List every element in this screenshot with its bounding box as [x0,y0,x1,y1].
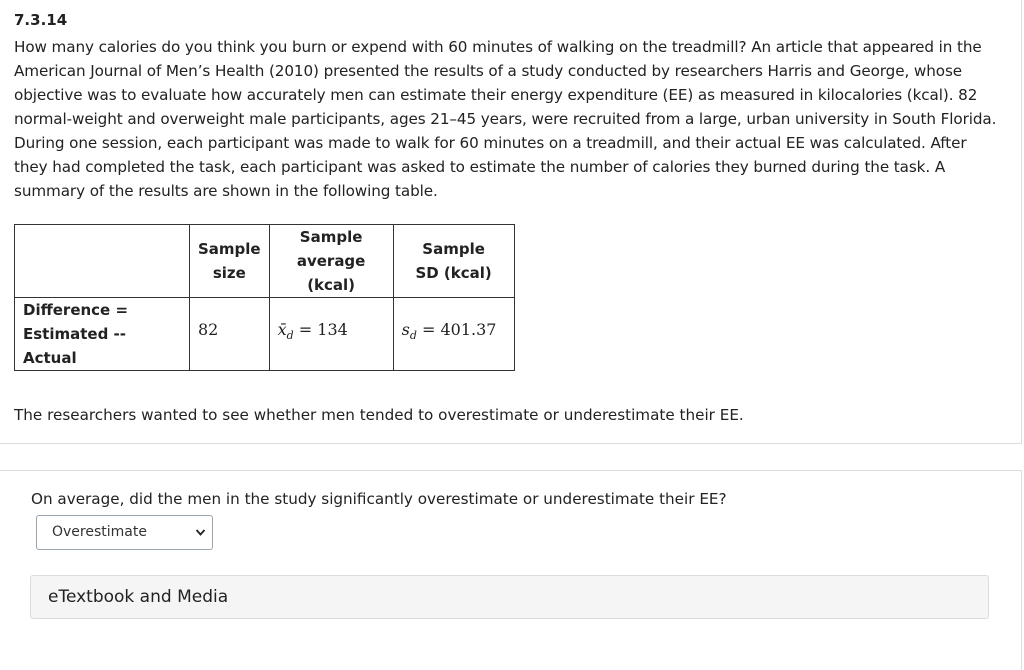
table-corner-cell [15,225,190,298]
header-sample-sd-line2: SD (kcal) [415,264,492,282]
header-sample-size-line2: size [212,264,246,282]
header-sample-sd-line1: Sample [422,240,485,258]
sample-average-value: = 134 [298,320,348,339]
sample-sd-value: = 401.37 [421,320,497,339]
cell-sample-sd [393,298,514,371]
researchers-statement: The researchers wanted to see whether men tended to overestimate or underestimate their EE. [14,406,744,424]
row-label-line1: Difference = [23,301,129,319]
summary-table [14,224,515,371]
question-text: On average, did the men in the study significantly overestimate or underestimate their EE? [31,490,727,508]
cell-sample-size [190,298,270,371]
xbar-symbol: x̄ [277,320,287,339]
problem-number: 7.3.14 [14,11,68,29]
header-sample-average [269,225,393,298]
sd-symbol: s [401,320,410,339]
xbar-subscript: d [286,329,294,343]
answer-selected-value: Overestimate [52,524,147,540]
row-label-difference [15,298,190,371]
problem-text: How many calories do you think you burn or expend with 60 minutes of walking on the treadmill? An article that appeared in the American Journal of Men’s Health (2010) presented the results of a study conducted by researchers Harris and George, whose objective was to evaluate how accurately men can estimate their energy expenditure (EE) as measured in kilocalories (kcal). 82 normal-weight and overweight male participants, ages 21–45 years, were recruited from a large, urban university in South Florida. During one session, each participant was made to walk for 60 minutes on a treadmill, and their actual EE was calculated. After they had completed the task, each participant was asked to estimate the number of calories they burned during the task. A summary of the results are shown in the following table. [14,38,997,200]
table-header-row [15,225,515,298]
row-label-line2: Estimated -- Actual [23,325,126,367]
answer-dropdown[interactable] [36,515,213,550]
sample-size-value: 82 [198,320,219,339]
chevron-down-icon [195,516,206,562]
header-sample-average-line1: Sample [299,228,363,246]
etextbook-media-panel[interactable] [30,575,989,619]
header-sample-average-line2: average (kcal) [296,252,366,294]
sd-subscript: d [409,329,417,343]
header-sample-sd [393,225,514,298]
header-sample-size [190,225,270,298]
cell-sample-average [269,298,393,371]
table-row [15,298,515,371]
etextbook-media-label: eTextbook and Media [48,587,229,607]
header-sample-size-line1: Sample [198,240,261,258]
